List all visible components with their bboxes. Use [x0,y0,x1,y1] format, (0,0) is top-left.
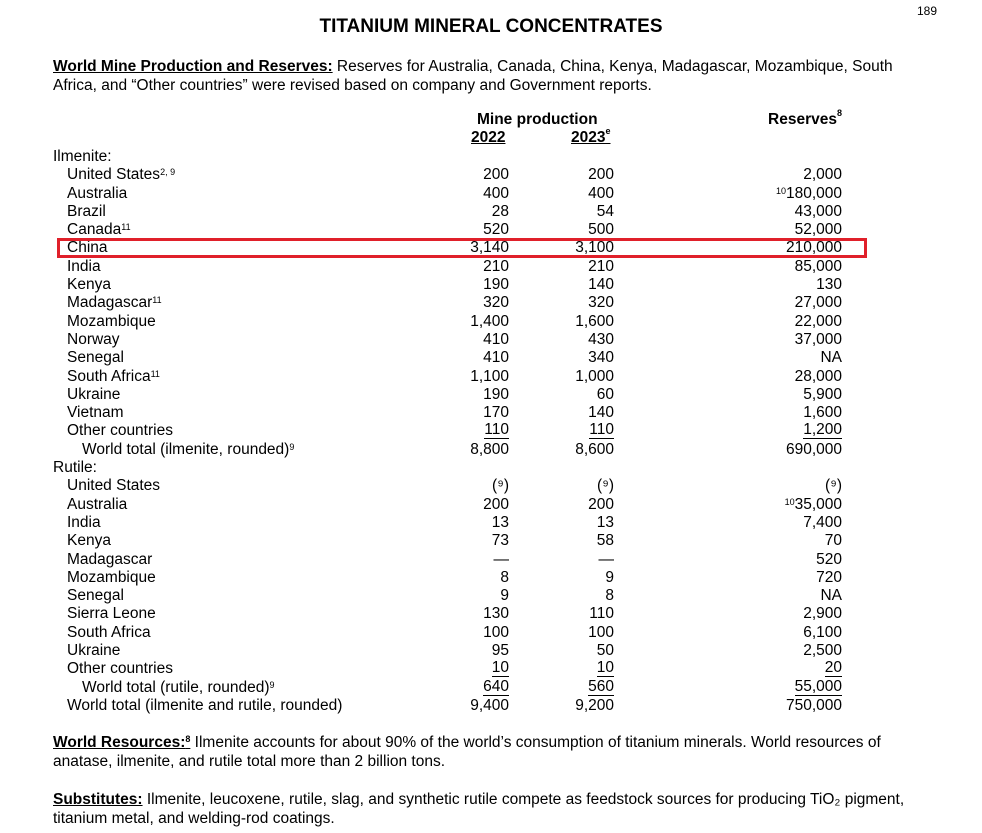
row-label: Kenya [67,276,111,294]
value-2022: 410 [483,330,509,348]
resources-paragraph [53,733,933,771]
table-row [0,697,982,715]
value-2023: 200 [588,166,614,184]
value-2023: 3,100 [575,239,614,257]
production-text: Reserves for Australia, Canada, China, Kenya, Madagascar, Mozambique, South Africa, and “Other countries” were revised based on company and Government reports. [53,58,893,94]
value-2023: 1,600 [575,312,614,330]
row-label: Mozambique [67,312,156,330]
value-2022: 73 [491,532,509,550]
row-label-wrap [82,679,275,697]
value-2023: 560 [588,677,614,695]
table-row [0,185,982,203]
value-2023: 58 [596,532,614,550]
value-2022: — [493,550,509,568]
value-reserves: $^{10}$180,000 [775,184,842,202]
table-row [0,313,982,331]
value-2023: 9,200 [575,696,614,714]
value-2022: 8 [500,568,509,586]
value-reserves: 690,000 [785,440,842,458]
value-2022: 95 [491,642,509,660]
value-2023: 50 [596,642,614,660]
row-label: Mozambique [67,568,156,586]
value-reserves: 27,000 [794,294,842,312]
row-label: Senegal [67,349,124,367]
table-row [0,221,982,239]
value-2023: 430 [588,330,614,348]
row-label: World total (ilmenite and rutile, rounded) [67,696,343,714]
table-row [0,660,982,678]
value-reserves: 37,000 [794,330,842,348]
value-2022: 100 [483,623,509,641]
row-label: Australia [67,495,128,513]
value-reserves: 2,900 [803,605,842,623]
value-reserves: $^{10}$35,000 [784,495,842,513]
production-paragraph [53,57,933,95]
value-2022: 8,800 [470,440,509,458]
value-reserves: 5,900 [803,385,842,403]
row-label: Ukraine [67,385,121,403]
row-label: Sierra Leone [67,605,156,623]
footnote-ref: 11 [121,222,131,233]
value-reserves: 210,000 [785,239,842,257]
row-label: China [67,239,108,257]
value-reserves: 2,000 [803,166,842,184]
value-2022: 640 [483,677,509,695]
value-reserves: 43,000 [794,202,842,220]
header-2023: 2023e [571,126,611,146]
table-row [0,514,982,532]
value-2022: 10 [491,659,509,677]
table-row [0,386,982,404]
table-row [0,422,982,440]
table-row [0,203,982,221]
value-2022: 3,140 [470,239,509,257]
row-label-wrap [67,221,131,239]
value-reserves: 720 [816,568,842,586]
value-2022: 110 [484,421,509,439]
value-2022: 9 [500,587,509,605]
table-row [0,368,982,386]
substitutes-paragraph [53,790,933,828]
row-label: Other countries [67,422,173,440]
value-2022: 210 [483,257,509,275]
table-row [0,624,982,642]
footnote-ref: 9 [289,441,295,452]
highlight-box-china [57,238,867,258]
resources-text: Ilmenite accounts for about 90% of the world’s consumption of titanium minerals. World resources of anatase, ilmenite, and rutile total more than 2 billion tons. [53,734,881,770]
value-reserves: 1,200 [803,421,842,439]
value-reserves: 2,500 [803,642,842,660]
value-2023: 140 [588,276,614,294]
value-2022: (⁹) [492,477,509,495]
row-label-wrap [67,294,162,312]
table-row [0,166,982,184]
value-2023: 500 [588,221,614,239]
page-title: TITANIUM MINERAL CONCENTRATES [319,16,663,37]
row-label: Australia [67,184,128,202]
value-reserves: 70 [824,532,842,550]
value-reserves: 52,000 [794,221,842,239]
row-label: Ukraine [67,642,121,660]
value-2023: 140 [588,404,614,422]
row-label-wrap [67,166,175,184]
header-mine-production: Mine production [477,111,598,128]
production-heading: World Mine Production and Reserves: [53,58,333,75]
value-2022: 190 [483,276,509,294]
value-2023: 110 [589,421,614,439]
row-label: World total (rutile, rounded) [82,678,270,696]
production-table [0,148,982,715]
table-row [0,441,982,459]
table-row [0,349,982,367]
value-2022: 170 [483,404,509,422]
value-2023: 340 [588,349,614,367]
table-row [0,331,982,349]
table-row [0,258,982,276]
value-2022: 200 [483,166,509,184]
row-label: United States [67,166,161,184]
value-2022: 130 [483,605,509,623]
row-label: Ilmenite: [53,148,112,165]
resources-heading: World Resources:$^8$ [53,734,191,751]
value-2022: 1,100 [470,367,509,385]
value-2023: 320 [588,294,614,312]
row-label: Norway [67,330,120,348]
value-reserves: 130 [816,276,842,294]
value-2023: 1,000 [575,367,614,385]
value-2023: 200 [588,495,614,513]
value-reserves: 7,400 [803,513,842,531]
value-reserves: 6,100 [803,623,842,641]
substitutes-heading: Substitutes: [53,791,143,808]
table-row [0,587,982,605]
value-2023: — [598,550,614,568]
row-label: Other countries [67,660,173,678]
row-label: India [67,257,101,275]
table-row [0,459,982,477]
table-row [0,532,982,550]
value-2023: 8,600 [575,440,614,458]
table-row [0,404,982,422]
row-label-wrap [82,441,294,459]
value-reserves: 85,000 [794,257,842,275]
table-row [0,148,982,166]
row-label: South Africa [67,367,151,385]
value-reserves: NA [820,349,842,367]
value-2022: 410 [483,349,509,367]
row-label: India [67,513,101,531]
value-reserves: 1,600 [803,404,842,422]
table-row [0,642,982,660]
footnote-ref: 2, 9 [160,167,176,178]
row-label-wrap [67,368,160,386]
row-label: World total (ilmenite, rounded) [82,440,290,458]
value-2023: 400 [588,184,614,202]
row-label: Madagascar [67,294,153,312]
value-2022: 520 [483,221,509,239]
value-2023: 210 [588,257,614,275]
value-2022: 13 [491,513,509,531]
value-reserves: 22,000 [794,312,842,330]
row-label: Vietnam [67,404,124,422]
value-reserves: 20 [824,659,842,677]
table-row [0,294,982,312]
value-reserves: 750,000 [785,696,842,714]
table-row [0,496,982,514]
value-2023: (⁹) [597,477,614,495]
row-label: Senegal [67,587,124,605]
row-label: Kenya [67,532,111,550]
row-label: Canada [67,221,122,239]
substitutes-text: Ilmenite, leucoxene, rutile, slag, and synthetic rutile compete as feedstock sources for producing TiO₂ pigment, titanium metal, and welding-rod coatings. [53,791,905,827]
value-2022: 200 [483,495,509,513]
value-2023: 10 [596,659,614,677]
value-2023: 100 [588,623,614,641]
footnote-ref: 9 [269,679,275,690]
header-2022: 2022 [471,129,506,146]
table-row [0,551,982,569]
table-row [0,569,982,587]
value-2022: 28 [491,202,509,220]
value-2023: 60 [596,385,614,403]
value-reserves: (⁹) [825,477,842,495]
row-label: Rutile: [53,459,97,477]
table-row [0,679,982,697]
footnote-ref: 11 [150,368,160,379]
table-row [0,605,982,623]
row-label: United States [67,477,161,495]
value-2022: 320 [483,294,509,312]
table-row [0,276,982,294]
value-2023: 13 [596,513,614,531]
value-2023: 110 [589,605,614,623]
row-label: Brazil [67,202,106,220]
table-row [0,477,982,495]
page-number: 189 [917,4,938,18]
header-reserves: Reserves$^8$ [768,108,842,128]
footnote-ref: 11 [152,295,162,306]
row-label: South Africa [67,623,151,641]
value-2022: 1,400 [470,312,509,330]
value-reserves: 520 [816,550,842,568]
value-2023: 8 [605,587,614,605]
value-2023: 9 [605,568,614,586]
value-2022: 400 [483,184,509,202]
value-reserves: 55,000 [794,677,842,695]
value-reserves: 28,000 [794,367,842,385]
row-label: Madagascar [67,550,153,568]
value-2022: 190 [483,385,509,403]
value-2023: 54 [596,202,614,220]
value-reserves: NA [820,587,842,605]
value-2022: 9,400 [470,696,509,714]
